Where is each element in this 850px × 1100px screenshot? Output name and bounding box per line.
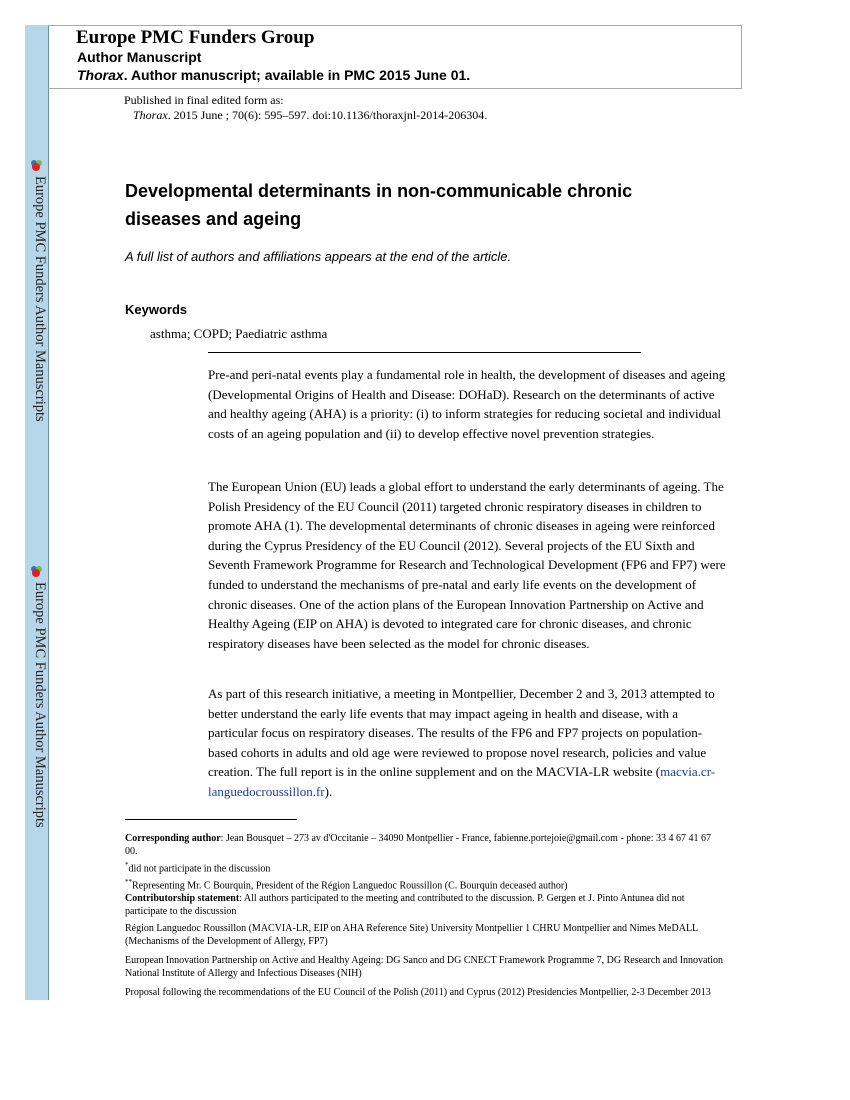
paragraph xyxy=(208,684,726,802)
text: : All authors participated to the meeting and contributed to the discussion. P. Gergen et J. Pinto Antunea did not participate to the discussion xyxy=(125,892,685,917)
macvia-link[interactable]: macvia.cr-languedocroussillon.fr xyxy=(208,764,716,799)
authors-note: A full list of authors and affiliations appears at the end of the article. xyxy=(125,249,512,264)
footnote-divider xyxy=(125,819,297,820)
text: : Jean Bousquet – 273 av d'Occitanie – 34090 Montpellier - France, fabienne.portejoie@gmail.com - phone: 33 4 67 41 67 00. xyxy=(125,833,712,857)
affiliation: Proposal following the recommendations of the EU Council of the Polish (2011) and Cyprus (2012) Presidencies Montpellier, 2-3 December 2013 xyxy=(125,986,711,998)
footnotes xyxy=(125,833,725,999)
published-citation xyxy=(124,93,487,123)
manuscript-type: Author Manuscript xyxy=(77,49,202,65)
published-label: Published in final edited form as: xyxy=(124,93,284,107)
keywords-heading: Keywords xyxy=(125,302,188,317)
label: Corresponding author xyxy=(125,833,221,844)
paragraph: The European Union (EU) leads a global effort to understand the early determinants of ageing. The Polish Presidency of the EU Council (2011) targeted chronic respiratory diseases in children to promote AHA (1). The developmental determinants of chronic diseases in ageing were reinforced during the Cyprus Presidency of the EU Council (2012). Several projects of the EU Sixth and Seventh Framework Programme for Research and Technological Development (FP6 and FP7) were funded to understand the mechanisms of pre-natal and early life events on the development of chronic diseases. One of the action plans of the European Innovation Partnership on Active and Healthy Ageing (EIP on AHA) is devoted to integrated care for chronic diseases, and chronic respiratory diseases have been selected as the model for chronic diseases. xyxy=(208,479,726,651)
paragraph-end: ). xyxy=(324,783,333,799)
article-title: Developmental determinants in non-communicable chronic diseases and ageing xyxy=(125,181,633,229)
footnote xyxy=(125,859,725,876)
journal-name: Thorax xyxy=(133,108,168,122)
label: Contributorship statement xyxy=(125,892,240,904)
text: did not participate in the discussion xyxy=(128,862,271,874)
sidebar-label: Europe PMC Funders Author Manuscripts xyxy=(32,176,48,422)
funders-group: Europe PMC Funders Group xyxy=(76,27,315,48)
corresponding-author xyxy=(125,833,725,859)
sidebar-label: Europe PMC Funders Author Manuscripts xyxy=(32,582,48,828)
europe-pmc-logo-icon xyxy=(29,158,43,172)
paragraph-text: As part of this research initiative, a meeting in Montpellier, December 2 and 3, 2013 attempted to better understand the early life events that may impact ageing in health and disease, with a particular focus on respiratory diseases. The results of the FP6 and FP7 projects on population-based cohorts in adults and old age were reviewed to propose novel research, policies and value creation. The full report is in the online supplement and on the MACVIA-LR website ( xyxy=(208,686,715,780)
divider xyxy=(208,352,641,353)
paragraph: Pre-and peri-natal events play a fundamental role in health, the development of diseases and ageing (Developmental Origins of Health and Disease: DOHaD). Research on the determinants of active and healthy ageing (AHA) is a priority: (i) to inform strategies for reducing societal and individual costs of an ageing population and (ii) to develop effective novel prevention strategies. xyxy=(208,367,726,441)
citation-text: . 2015 June ; 70(6): 595–597. doi:10.1136/thoraxjnl-2014-206304. xyxy=(167,108,488,122)
mark: ** xyxy=(125,877,132,886)
mark: * xyxy=(125,860,129,869)
affiliation: European Innovation Partnership on Active and Healthy Ageing: DG Sanco and DG CNECT Framework Programme 7, DG Research and Innovation National Institute of Allergy and Infectious Diseases (NIH) xyxy=(125,955,724,979)
affiliation: Région Languedoc Roussillon (MACVIA-LR, EIP on AHA Reference Site) University Montpellier 1 CHRU Montpellier and Nimes MeDALL (Mechanisms of the Development of Allergy, FP7) xyxy=(125,923,698,948)
footnote xyxy=(125,876,725,893)
journal-name: Thorax xyxy=(77,67,124,83)
availability-line xyxy=(77,67,470,83)
contributorship-statement xyxy=(125,893,725,919)
text: Representing Mr. C Bourquin, President of the Région Languedoc Roussillon (C. Bourquin deceased author) xyxy=(132,880,568,892)
europe-pmc-logo-icon xyxy=(29,564,43,578)
availability-text: . Author manuscript; available in PMC 2015 June 01. xyxy=(123,67,471,83)
keywords: asthma; COPD; Paediatric asthma xyxy=(150,326,328,341)
